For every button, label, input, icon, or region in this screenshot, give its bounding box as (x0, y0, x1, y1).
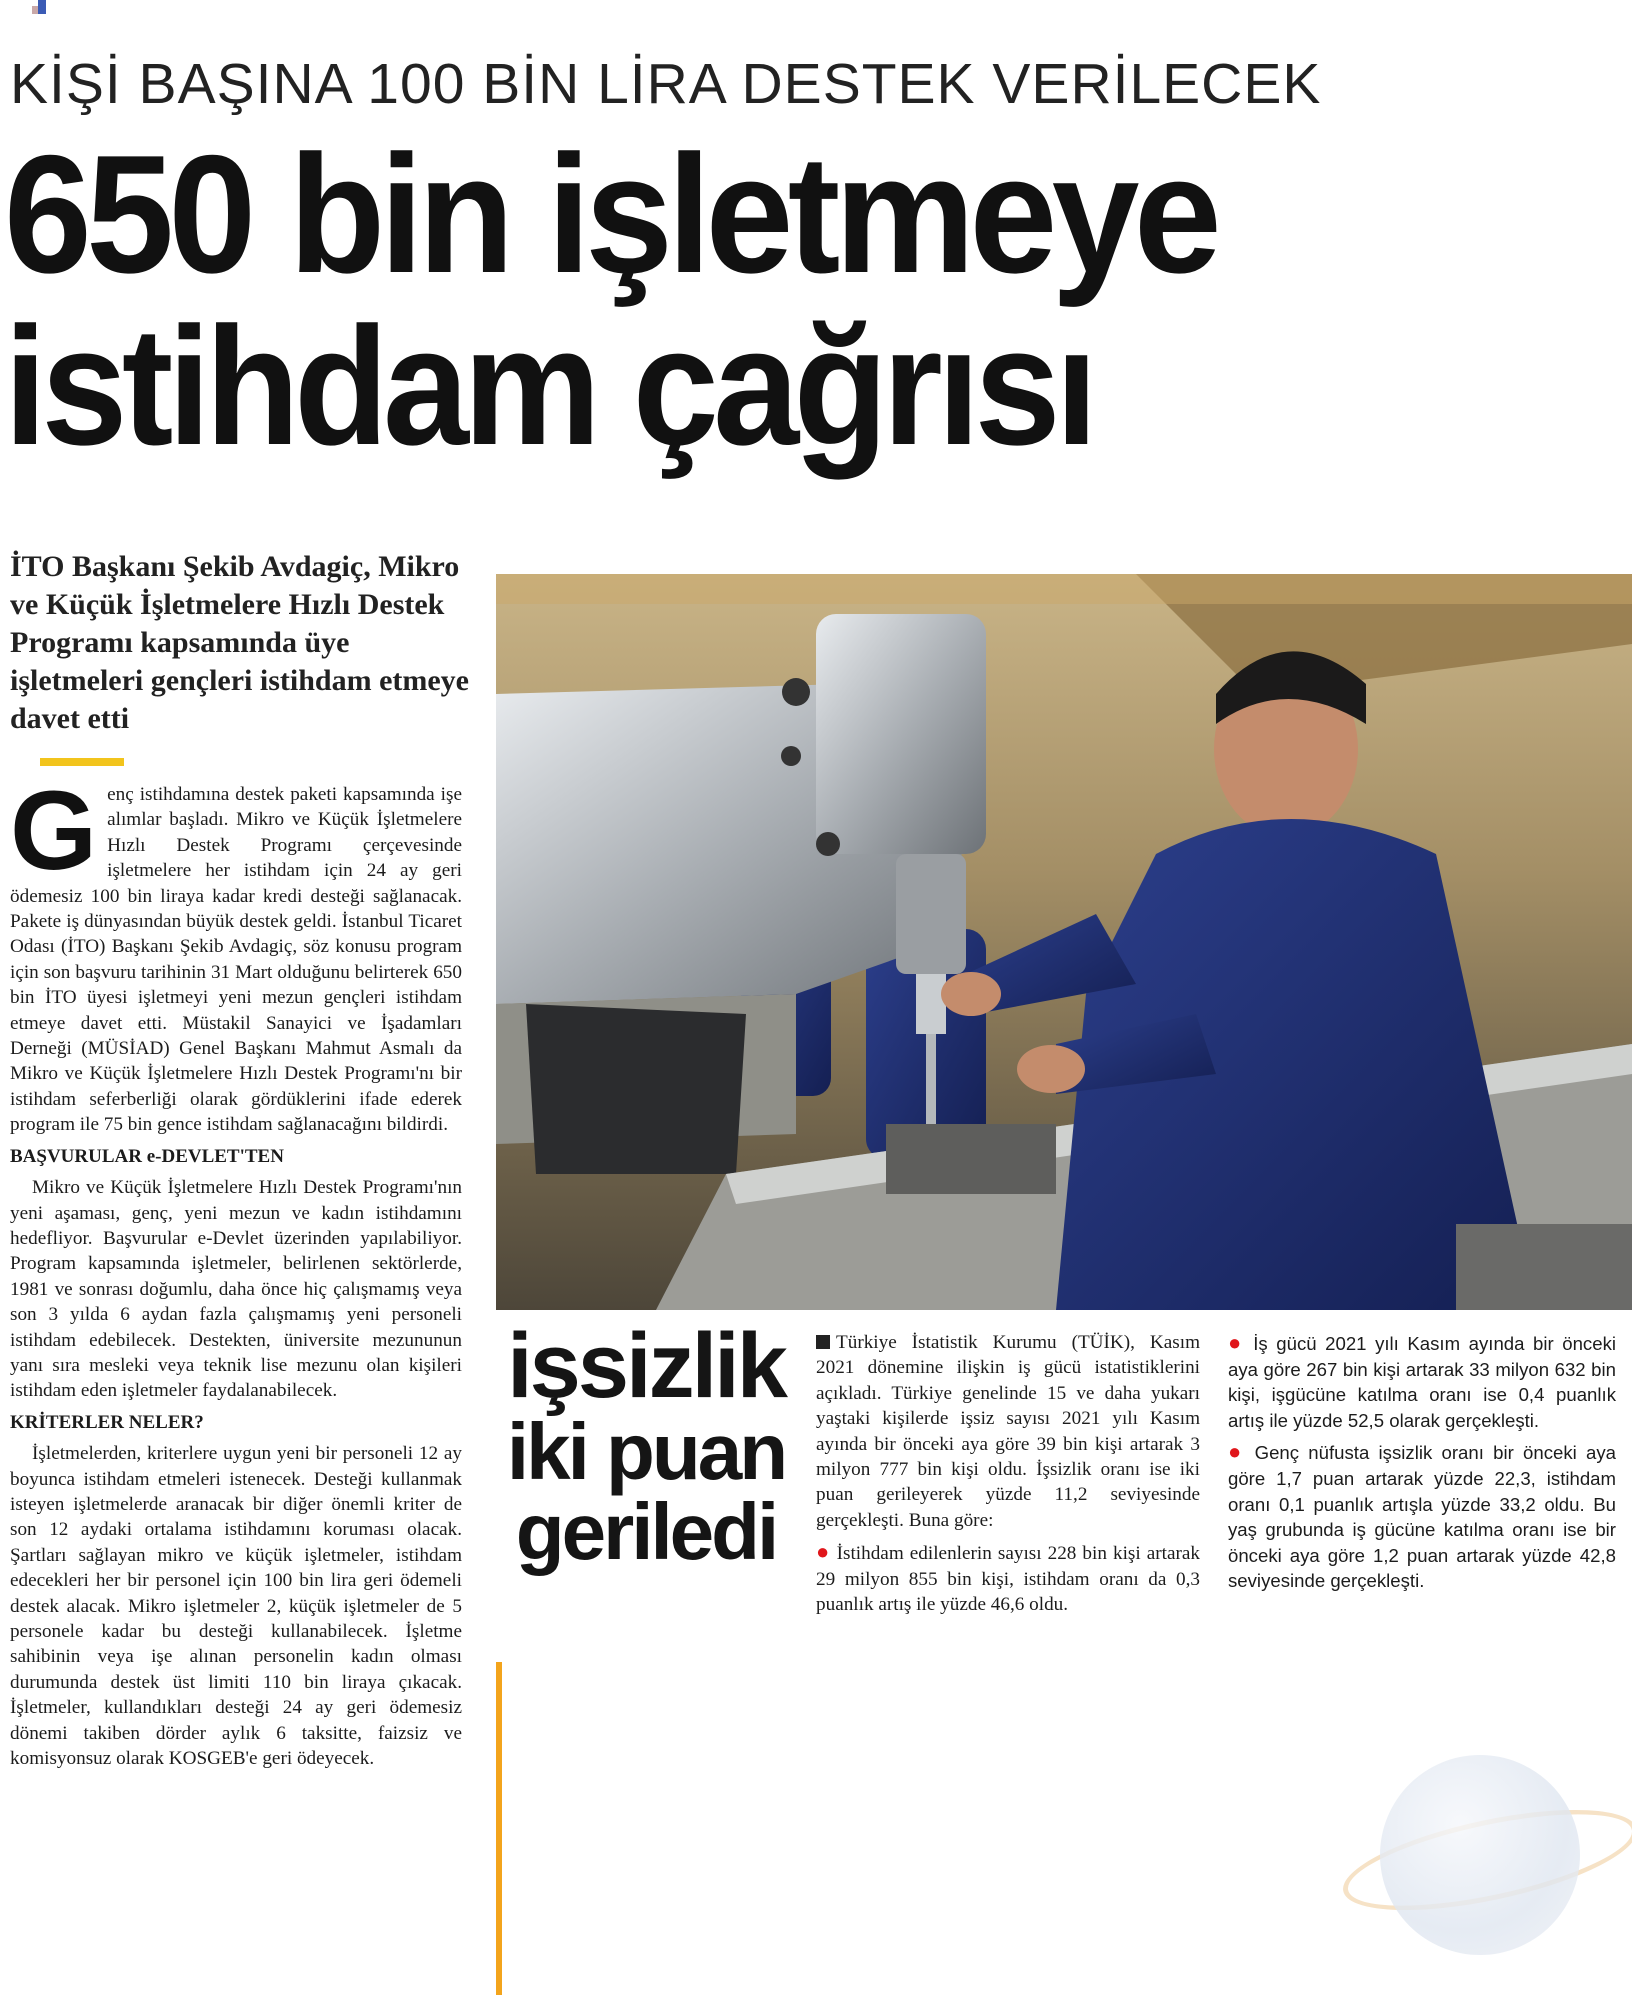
sidebar-title (496, 1315, 796, 1576)
sidebar-title-line-2: iki puan (506, 1407, 786, 1496)
dropcap: G (10, 768, 98, 893)
tuik-intro (816, 1330, 1200, 1533)
orange-accent-line (496, 1662, 502, 1995)
istihdam-bullet-text: İstihdam edilenlerin sayısı 228 bin kişi artarak 29 milyon 855 bin kişi, istihdam oranı da 0,3 puanlık artış ile yüzde 46,6 oldu. (816, 1543, 1201, 1616)
paragraph-basvurular: Mikro ve Küçük İşletmelere Hızlı Destek Programı'nın yeni aşaması, genç, yeni mezun ve kadın istihdamını hedefliyor. Başvurular e-Devlet üzerinden yapılabiliyor. Program kapsamında işletmeler, belirlenen sektörlerde, 1981 ve sonrası doğumlu, daha önce hiç çalışmamış veya son 3 yılda 6 aydan fazla çalışmamış yeni personeli istihdam edebilecek. Destekten, üniversite mezununun yanı sıra mesleki veya teknik lise mezunu olan kişileri istihdam eden işletmeler faydalanabilecek. (10, 1177, 462, 1402)
deck: İTO Başkanı Şekib Avdagiç, Mikro ve Küçük İşletmelere Hızlı Destek Programı kapsamında üye işletmeleri gençleri istihdam etmeye davet etti (10, 550, 469, 735)
main-article-column (10, 768, 462, 1777)
kicker: KİŞİ BAŞINA 100 BİN LİRA DESTEK VERİLECEK (10, 52, 1322, 116)
headline-line-1: 650 bin işletmeye (4, 120, 1217, 308)
isgucu-bullet-text: İş gücü 2021 yılı Kasım ayında bir önceki aya göre 267 bin kişi artarak 33 milyon 632 bin kişi, işgücüne katılma oranı ise 0,4 puanlık artış ile yüzde 52,5 olarak gerçekleşti. (1228, 1333, 1616, 1431)
subhead-kriterler: KRİTERLER NELER? (10, 1411, 204, 1433)
sidebar-column-1 (816, 1330, 1200, 1623)
headline-line-2: istihdam çağrısı (4, 292, 1093, 480)
isgucu-bullet (1228, 1330, 1616, 1433)
intro-text: enç istihdamına destek paketi kapsamında işe alımlar başladı. Mikro ve Küçük İşletmelere Hızlı Destek Programı çerçevesinde işletmelere her istihdam için 24 ay geri ödemesiz 100 bin liraya kadar kredi desteği sağlanacak. Pakete iş dünyasından büyük destek geldi. İstanbul Ticaret Odası (İTO) Başkanı Şekib Avdagiç, söz konusu program için son başvuru tarihinin 31 Mart olduğunu belirterek 650 bin İTO üyesi işletmeyi yeni mezun gençleri istihdam etmeye davet etti. Müstakil Sanayici ve İşadamları Derneği (MÜSİAD) Genel Başkanı Mahmut Asmalı da Mikro ve Küçük İşletmelere Hızlı Destek Programı'nı bir istihdam seferberliği olarak gördüklerini ifade ederek program ile 75 bin gence istihdam sağlanacağını bildirdi. (10, 784, 462, 1136)
sidebar-title-line-3: geriledi (515, 1487, 777, 1576)
intro-paragraph (10, 768, 462, 1138)
watermark-globe (1380, 1755, 1580, 1955)
deck-rule (40, 758, 124, 766)
red-bullet-icon: ● (1228, 1439, 1246, 1465)
subhead-basvurular: BAŞVURULAR e-DEVLET'TEN (10, 1145, 284, 1167)
red-bullet-icon: ● (816, 1539, 831, 1565)
corner-mark-blue (38, 0, 46, 14)
red-bullet-icon: ● (1228, 1330, 1245, 1355)
headline (4, 120, 1632, 480)
genc-bullet (1228, 1439, 1616, 1594)
genc-bullet-text: Genç nüfusta işsizlik oranı bir önceki aya göre 1,7 puan artarak yüzde 22,3, istihdam oranı 0,1 puanlık artışla yüzde 33,2 oldu. Bu yaş grubunda iş gücüne katılma oranı ise bir önceki aya göre 1,2 puan artarak yüzde 42,8 seviyesinde gerçekleşti. (1228, 1442, 1616, 1592)
paragraph-kriterler: İşletmelerden, kriterlere uygun yeni bir personeli 12 ay boyunca istihdam etmeleri istenecek. Desteği kullanmak isteyen işletmelerde aranacak bir diğer önemli kriter de son 12 aydaki ortalama istihdamını koruması olacak. Şartları sağlayan mikro ve küçük işletmeler, istihdam edecekleri her bir personel için 100 bin lira geri ödemeli destek alacak. Mikro işletmeler 2, küçük işletmeler de 5 personele kadar bu desteği kullanabilecek. İşletme sahibinin veya işe alınan personelin kadın olması durumunda destek üst limiti 110 bin liraya çıkacak. İşletmeler, kullandıkları desteği 24 ay geri ödemesiz dönemi takiben dörder aylık 6 taksitte, faizsiz ve komisyonsuz olarak KOSGEB'e geri ödeyecek. (10, 1443, 462, 1770)
istihdam-bullet (816, 1539, 1200, 1617)
tuik-intro-text: Türkiye İstatistik Kurumu (TÜİK), Kasım 2021 dönemine ilişkin iş gücü istatistiklerini açıkladı. Türkiye genelinde 15 ve daha yukarı yaştaki kişilerde işsiz sayısı 2021 yılı Kasım ayında bir önceki aya göre 39 bin kişi artarak 3 milyon 777 bin kişi oldu. İşsizlik oranı ise iki puan gerileyerek yüzde 11,2 seviyesinde gerçekleşti. Buna göre: (816, 1332, 1200, 1531)
factory-photo (496, 574, 1632, 1310)
square-bullet-icon (816, 1335, 830, 1349)
sidebar-title-line-1: işsizlik (507, 1315, 785, 1417)
sidebar-column-2 (1228, 1330, 1616, 1600)
factory-scene (496, 574, 1632, 1310)
